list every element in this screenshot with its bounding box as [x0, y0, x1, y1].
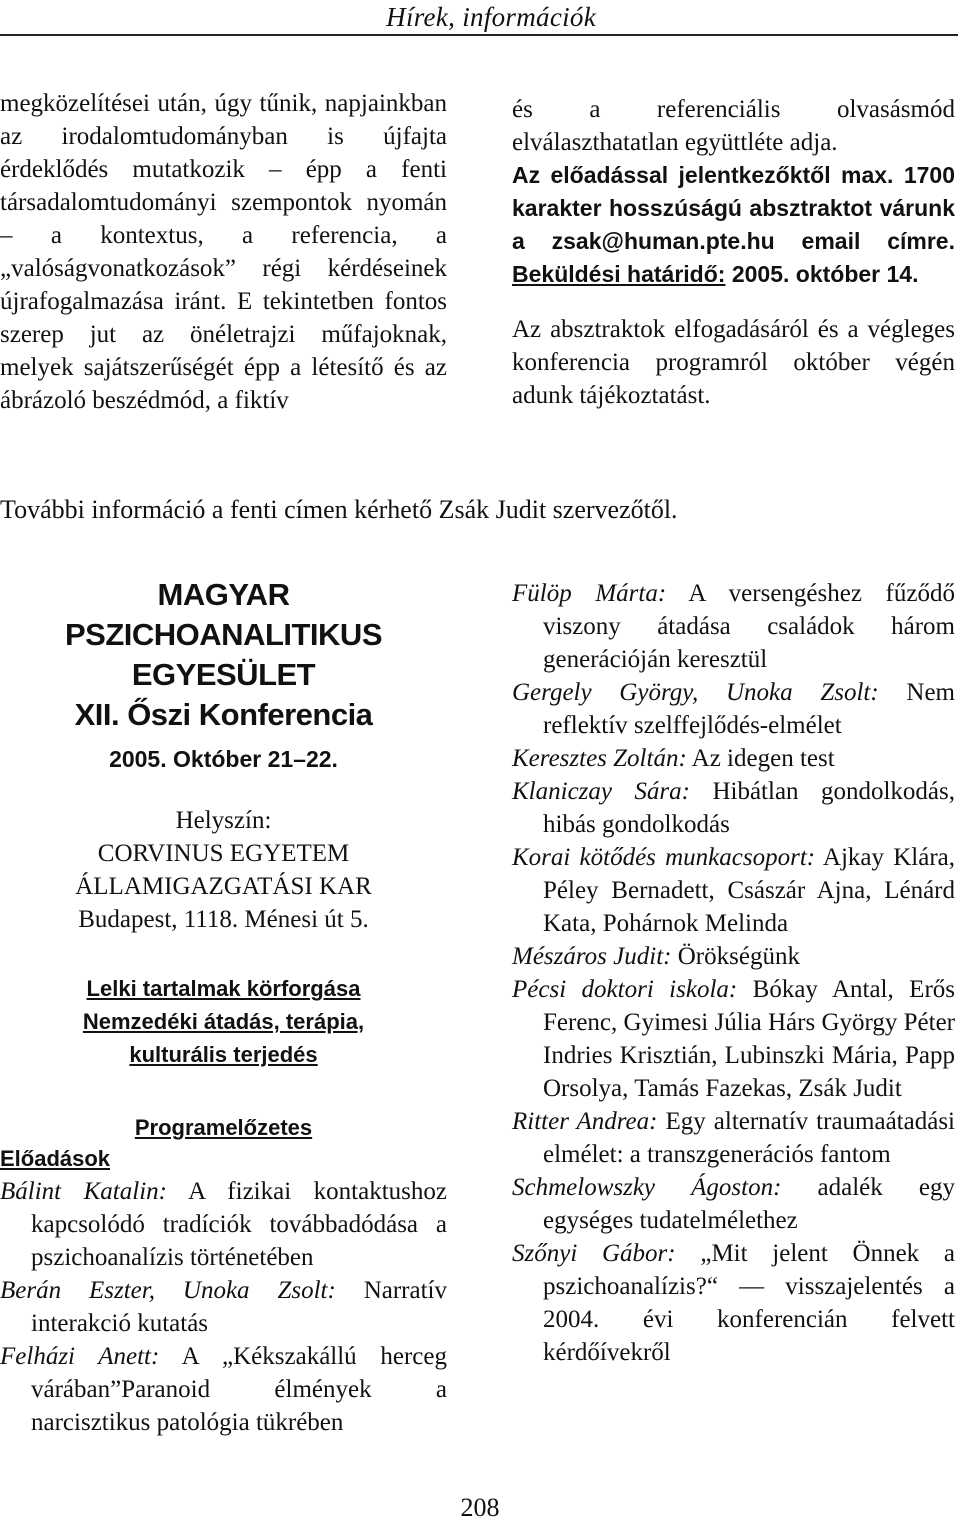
location — [0, 804, 447, 936]
location-label: Helyszín: — [175, 807, 272, 834]
talk-title: A fizikai kontaktushoz kapcsolódó tradíciók továbbadódása a pszichoanalízis történetében — [31, 1178, 447, 1271]
submission-text: Az előadással jelentkezőktől max. 1700 karakter hosszúságú absztraktot várunk a zsak@human.pte.hu email címre. — [512, 162, 955, 254]
talk-author: Keresztes Zoltán: — [512, 745, 687, 772]
conference-dates: 2005. Október 21–22. — [109, 746, 338, 772]
talk-item — [512, 1171, 955, 1237]
talk-author: Korai kötődés munkacsoport: — [512, 844, 816, 871]
talk-item — [0, 1340, 447, 1439]
talk-author: Mészáros Judit: — [512, 943, 672, 970]
talk-title: „Mit jelent Önnek a pszichoanalízis?“ — visszajelentés a 2004. évi konferencián felvett kérdőívekről — [543, 1240, 956, 1366]
talks-list-right — [512, 577, 955, 1369]
conference-name: XII. Őszi Konferencia — [74, 697, 373, 732]
talk-item — [512, 676, 955, 742]
intro-left-paragraph: megközelítései után, úgy tűnik, napjainkban az irodalomtudományban is újfajta érdeklődés mutatkozik – épp a fenti társadalomtudományi szempontok nyomán – a kontextus, a referencia, a „valóságvonatkozások” régi kérdéseinek újrafogalmazása iránt. E tekintetben fontos szerep jut az önéletrajzi műfajoknak, melyek sajátszerűségét épp a létesítő és az ábrázoló beszédmód, a fiktív — [0, 90, 447, 414]
talk-title: Nem reflektív szelffejlődés-elmélet — [543, 679, 955, 739]
talk-title: Az idegen test — [691, 745, 835, 772]
submission-info — [512, 159, 955, 291]
talk-item — [512, 1105, 955, 1171]
talk-title: Ajkay Klára, Péley Bernadett, Császár Ajna, Lénárd Kata, Pohárnok Melinda — [543, 844, 955, 937]
talk-author: Schmelowszky Ágoston: — [512, 1174, 782, 1201]
venue-line-1: CORVINUS EGYETEM — [97, 840, 350, 867]
talk-title: A „Kékszakállú herceg várában”Paranoid élmények a narcisztikus patológia tükrében — [31, 1343, 447, 1436]
talk-author: Felházi Anett: — [0, 1343, 160, 1370]
venue-address: Budapest, 1118. Ménesi út 5. — [78, 906, 369, 933]
venue-line-2: ÁLLAMIGAZGATÁSI KAR — [75, 873, 372, 900]
org-line-1: MAGYAR — [157, 577, 290, 612]
talk-item — [0, 1175, 447, 1274]
talk-title: adalék egy egységes tudatelmélethez — [543, 1174, 955, 1234]
further-info: További információ a fenti címen kérhető Zsák Judit szervezőtől. — [0, 495, 678, 524]
page-number: 208 — [460, 1493, 500, 1522]
intro-right-column — [512, 93, 955, 412]
talk-item — [512, 841, 955, 940]
subtitle-line-3: kulturális terjedés — [129, 1042, 318, 1067]
talk-author: Klaniczay Sára: — [512, 778, 690, 805]
talk-item — [512, 742, 955, 775]
talk-author: Fülöp Márta: — [512, 580, 667, 607]
talk-author: Berán Eszter, Unoka Zsolt: — [0, 1277, 336, 1304]
deadline-date: 2005. október 14. — [731, 261, 919, 287]
org-line-2: PSZICHOANALITIKUS — [65, 617, 382, 652]
talk-item — [512, 1237, 955, 1369]
talk-author: Pécsi doktori iskola: — [512, 976, 738, 1003]
talk-author: Bálint Katalin: — [0, 1178, 167, 1205]
conference-block — [0, 575, 447, 1144]
talk-title: Narratív interakció kutatás — [31, 1277, 447, 1337]
talks-list-left — [0, 1175, 447, 1439]
subtitle-line-2: Nemzedéki átadás, terápia, — [82, 1009, 365, 1034]
talks-heading: Előadások — [0, 1146, 111, 1171]
talk-author: Szőnyi Gábor: — [512, 1240, 676, 1267]
talk-title: Örökségünk — [677, 943, 800, 970]
talk-author: Ritter Andrea: — [512, 1108, 658, 1135]
notice-text: Az absztraktok elfogadásáról és a végleges konferencia programról október végén adunk tájékoztatást. — [512, 316, 955, 409]
org-line-3: EGYESÜLET — [131, 657, 316, 692]
header-title: Hírek, információk — [386, 2, 596, 32]
talk-item — [512, 973, 955, 1105]
talk-title: Bókay Antal, Erős Ferenc, Gyimesi Júlia Hárs György Péter Indries Krisztián, Lubinszki Mária, Papp Orsolya, Tamás Fazekas, Zsák Judit — [543, 976, 955, 1102]
subtitle-line-1: Lelki tartalmak körforgása — [86, 976, 361, 1001]
talk-item — [0, 1274, 447, 1340]
talk-author: Gergely György, Unoka Zsolt: — [512, 679, 879, 706]
program-heading: Programelőzetes — [134, 1115, 313, 1140]
talk-title: A versengéshez fűződő viszony átadása családok három generációján keresztül — [543, 580, 955, 673]
talk-item — [512, 577, 955, 676]
conference-subtitle — [0, 972, 447, 1071]
deadline-label: Beküldési határidő: — [512, 261, 726, 287]
talk-item — [512, 940, 955, 973]
running-header — [0, 0, 958, 36]
intro-right-text: és a referenciális olvasásmód elválaszthatatlan együttléte adja. — [512, 96, 955, 156]
talk-item — [512, 775, 955, 841]
talk-title: Egy alternatív traumaátadási elmélet: a transzgenerációs fantom — [543, 1108, 955, 1168]
talk-title: Hibátlan gondolkodás, hibás gondolkodás — [543, 778, 956, 838]
